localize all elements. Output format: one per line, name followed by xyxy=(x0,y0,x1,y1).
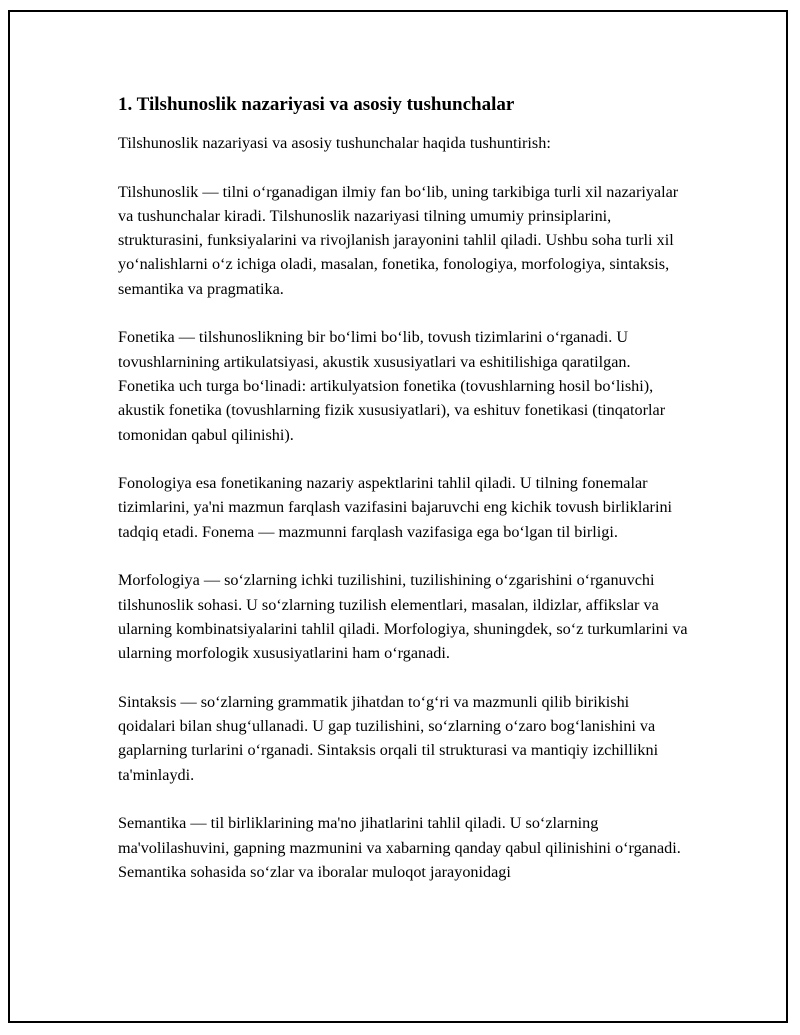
paragraph-fonetika: Fonetika — tilshunoslikning bir bo‘limi bo‘lib, tovush tizimlarini o‘rganadi. U tovushlarnining artikulatsiyasi, akustik xususiyatlari va eshitilishiga qaratilgan. Fonetika uch turga bo‘linadi: artikulyatsion fonetika (tovushlarning hosil bo‘lishi), akustik fonetika (tovushlarning fizik xususiyatlari), va eshituv fonetikasi (tinqatorlar tomonidan qabul qilinishi). xyxy=(118,328,666,444)
paragraph-fonologiya: Fonologiya esa fonetikaning nazariy aspektlarini tahlil qiladi. U tilning fonemalar tizimlarini, ya'ni mazmun farqlash vazifasini bajaruvchi eng kichik tovush birliklarini tadqiq etadi. Fonema — mazmunni farqlash vazifasiga ega bo‘lgan til birligi. xyxy=(118,474,673,541)
paragraph-sintaksis: Sintaksis — so‘zlarning grammatik jihatdan to‘g‘ri va mazmunli qilib birikishi qoidalari bilan shug‘ullanadi. U gap tuzilishini, so‘zlarning o‘zaro bog‘lanishini va gaplarning turlarini o‘rganadi. Sintaksis orqali til strukturasi va mantiqiy izchillikni ta'minlaydi. xyxy=(118,692,659,784)
document-body xyxy=(118,93,690,909)
section-heading: 1. Tilshunoslik nazariyasi va asosiy tushunchalar xyxy=(118,94,515,115)
paragraph-tilshunoslik: Tilshunoslik — tilni o‘rganadigan ilmiy fan bo‘lib, uning tarkibiga turli xil nazariyalar va tushunchalar kiradi. Tilshunoslik nazariyasi tilning umumiy prinsiplarini, strukturasini, funksiyalarini va rivojlanish jarayonini tahlil qiladi. Ushbu soha turli xil yo‘nalishlarni o‘z ichiga oladi, masalan, fonetika, fonologiya, morfologiya, sintaksis, semantika va pragmatika. xyxy=(118,182,679,298)
intro-paragraph: Tilshunoslik nazariyasi va asosiy tushunchalar haqida tushuntirish: xyxy=(118,134,551,152)
paragraph-semantika: Semantika — til birliklarining ma'no jihatlarini tahlil qiladi. U so‘zlarning ma'volilashuvini, gapning mazmunini va xabarning qanday qabul qilinishini o‘rganadi. Semantika sohasida so‘zlar va iboralar muloqot jarayonidagi xyxy=(118,814,681,881)
paragraph-morfologiya: Morfologiya — so‘zlarning ichki tuzilishini, tuzilishining o‘zgarishini o‘rganuvchi tilshunoslik sohasi. U so‘zlarning tuzilish elementlari, masalan, ildizlar, affikslar va ularning kombinatsiyalarini tahlil qiladi. Morfologiya, shuningdek, so‘z turkumlarini va ularning morfologik xususiyatlarini ham o‘rganadi. xyxy=(118,571,688,663)
